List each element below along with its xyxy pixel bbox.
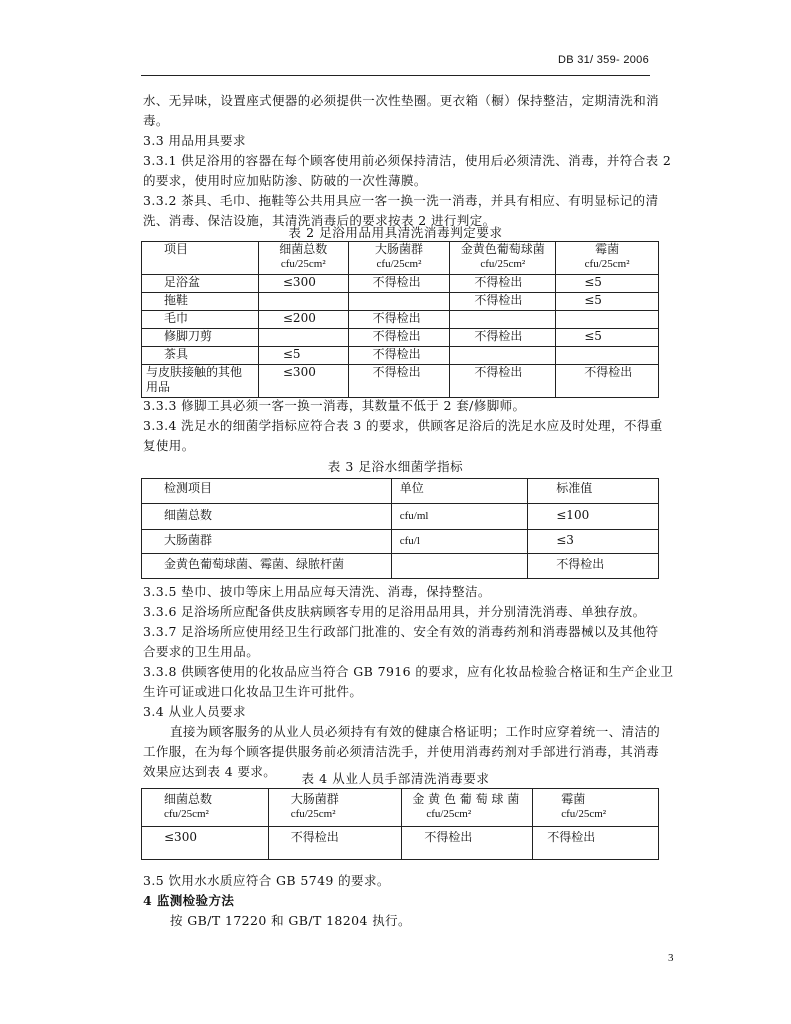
paragraph-line: 效果应达到表 4 要求。 [143, 764, 277, 779]
table3-header-cell: 单位 [391, 479, 527, 504]
table-row [142, 504, 659, 530]
table2-header-cell: 金黄色葡萄球菌 cfu/25cm² [450, 242, 556, 275]
paragraph-line: 的要求，使用时应加贴防渗、防破的一次性薄膜。 [143, 173, 427, 188]
table-row [142, 311, 659, 329]
table-cell: ≤300 [142, 827, 269, 860]
table-cell: 不得检出 [533, 827, 659, 860]
paragraph-line: 生许可证或进口化妆品卫生许可批件。 [143, 684, 363, 699]
table3-caption: 表 3 足浴水细菌学指标 [327, 459, 464, 474]
table4-header-row [142, 789, 659, 827]
table-cell: ≤300 [258, 275, 348, 293]
table-cell: 与皮肤接触的其他 用品 [142, 365, 259, 398]
table2-header-row [142, 242, 659, 275]
paragraph-line: 3.3.3 修脚工具必须一客一换一消毒，其数量不低于 2 套/修脚师。 [143, 398, 526, 413]
table3-header-cell: 检测项目 [142, 479, 392, 504]
table-cell: ≤300 [258, 365, 348, 398]
table-cell: ≤200 [258, 311, 348, 329]
table-row [142, 347, 659, 365]
table-cell [348, 293, 450, 311]
table-cell: 金黄色葡萄球菌、霉菌、绿脓杆菌 [142, 554, 392, 579]
table-cell: ≤5 [556, 275, 659, 293]
table-cell: 修脚刀剪 [142, 329, 259, 347]
table-cell: 茶具 [142, 347, 259, 365]
header-rule [141, 75, 650, 76]
table-cell: ≤100 [528, 504, 659, 530]
table-cell: 不得检出 [348, 329, 450, 347]
paragraph-line: 工作服，在为每个顾客提供服务前必须清洁洗手，并使用消毒药剂对手部进行消毒，其消毒 [143, 744, 660, 759]
table4-caption: 表 4 从业人员手部清洗消毒要求 [301, 771, 490, 786]
table-cell: 不得检出 [348, 275, 450, 293]
table-cell: 毛巾 [142, 311, 259, 329]
table3-header-row [142, 479, 659, 504]
table-row [142, 275, 659, 293]
table-cell [391, 554, 527, 579]
table3 [141, 478, 659, 579]
paragraph-line: 水、无异味，设置座式便器的必须提供一次性垫圈。更衣箱（橱）保持整洁，定期清洗和消 [143, 93, 660, 108]
table-cell: 不得检出 [450, 293, 556, 311]
standard-number: DB 31/ 359- 2006 [557, 54, 649, 66]
table2-header-cell: 大肠菌群 cfu/25cm² [348, 242, 450, 275]
paragraph-line: 3.5 饮用水水质应符合 GB 5749 的要求。 [143, 873, 390, 888]
table-row [142, 530, 659, 554]
table-cell: 拖鞋 [142, 293, 259, 311]
table-cell [258, 329, 348, 347]
table2-header-cell: 霉菌 cfu/25cm² [556, 242, 659, 275]
table-cell: 不得检出 [348, 311, 450, 329]
paragraph-line: 合要求的卫生用品。 [143, 644, 260, 659]
table4-header-cell: 金 黄 色 葡 萄 球 菌 cfu/25cm² [402, 789, 533, 827]
table4 [141, 788, 659, 860]
table-row [142, 293, 659, 311]
table4-header-cell: 细菌总数 cfu/25cm² [142, 789, 269, 827]
table2-caption: 表 2 足浴用品用具清洗消毒判定要求 [288, 225, 503, 240]
paragraph-line: 毒。 [143, 113, 169, 128]
table-row [142, 554, 659, 579]
table-cell: ≤5 [258, 347, 348, 365]
table-cell: 不得检出 [450, 365, 556, 398]
table-cell: 不得检出 [348, 347, 450, 365]
table3-header-cell: 标准值 [528, 479, 659, 504]
table-cell: 不得检出 [528, 554, 659, 579]
table-cell: 不得检出 [450, 275, 556, 293]
paragraph-line: 3.3.4 洗足水的细菌学指标应符合表 3 的要求，供顾客足浴后的洗足水应及时处理，不得重 [143, 418, 663, 433]
table4-header-cell: 霉菌 cfu/25cm² [533, 789, 659, 827]
paragraph-line: 洗、消毒、保洁设施，其清洗消毒后的要求按表 2 进行判定。 [143, 213, 496, 228]
table-cell: cfu/l [391, 530, 527, 554]
table-cell: 不得检出 [450, 329, 556, 347]
table-cell: 大肠菌群 [142, 530, 392, 554]
table-cell: 不得检出 [556, 365, 659, 398]
section-heading: 4 监测检验方法 [143, 893, 235, 908]
paragraph-line: 按 GB/T 17220 和 GB/T 18204 执行。 [170, 913, 411, 928]
table-cell: 细菌总数 [142, 504, 392, 530]
paragraph-line: 3.3.7 足浴场所应使用经卫生行政部门批准的、安全有效的消毒药剂和消毒器械以及其他符 [143, 624, 659, 639]
table-row [142, 827, 659, 860]
table-row [142, 365, 659, 398]
paragraph-line: 3.3.6 足浴场所应配备供皮肤病顾客专用的足浴用品用具，并分别清洗消毒、单独存放。 [143, 604, 646, 619]
table-cell: 不得检出 [402, 827, 533, 860]
table-cell [556, 347, 659, 365]
table-cell: 不得检出 [348, 365, 450, 398]
table2 [141, 241, 659, 398]
table2-header-cell: 项目 [142, 242, 259, 275]
table-cell: 足浴盆 [142, 275, 259, 293]
table-cell [258, 293, 348, 311]
table-cell: 不得检出 [268, 827, 402, 860]
paragraph-line: 3.3.2 茶具、毛巾、拖鞋等公共用具应一客一换一洗一消毒，并具有相应、有明显标记的清 [143, 193, 659, 208]
paragraph-line: 3.3.1 供足浴用的容器在每个顾客使用前必须保持清洁，使用后必须清洗、消毒，并符合表 2 [143, 153, 672, 168]
section-heading: 3.3 用品用具要求 [143, 133, 246, 148]
paragraph-line: 3.3.5 垫巾、披巾等床上用品应每天清洗、消毒，保持整洁。 [143, 584, 491, 599]
table-cell [556, 311, 659, 329]
table-cell: cfu/ml [391, 504, 527, 530]
table-cell: ≤5 [556, 329, 659, 347]
table-cell: ≤5 [556, 293, 659, 311]
table2-header-cell: 细菌总数 cfu/25cm² [258, 242, 348, 275]
table-cell [450, 347, 556, 365]
paragraph-line: 3.3.8 供顾客使用的化妆品应当符合 GB 7916 的要求，应有化妆品检验合格证和生产企业卫 [143, 664, 674, 679]
table-cell [450, 311, 556, 329]
table4-header-cell: 大肠菌群 cfu/25cm² [268, 789, 402, 827]
table-cell: ≤3 [528, 530, 659, 554]
table-row [142, 329, 659, 347]
page-number: 3 [668, 952, 674, 964]
paragraph-line: 复使用。 [143, 438, 195, 453]
paragraph-line: 直接为顾客服务的从业人员必须持有有效的健康合格证明；工作时应穿着统一、清洁的 [170, 724, 661, 739]
section-heading: 3.4 从业人员要求 [143, 704, 246, 719]
